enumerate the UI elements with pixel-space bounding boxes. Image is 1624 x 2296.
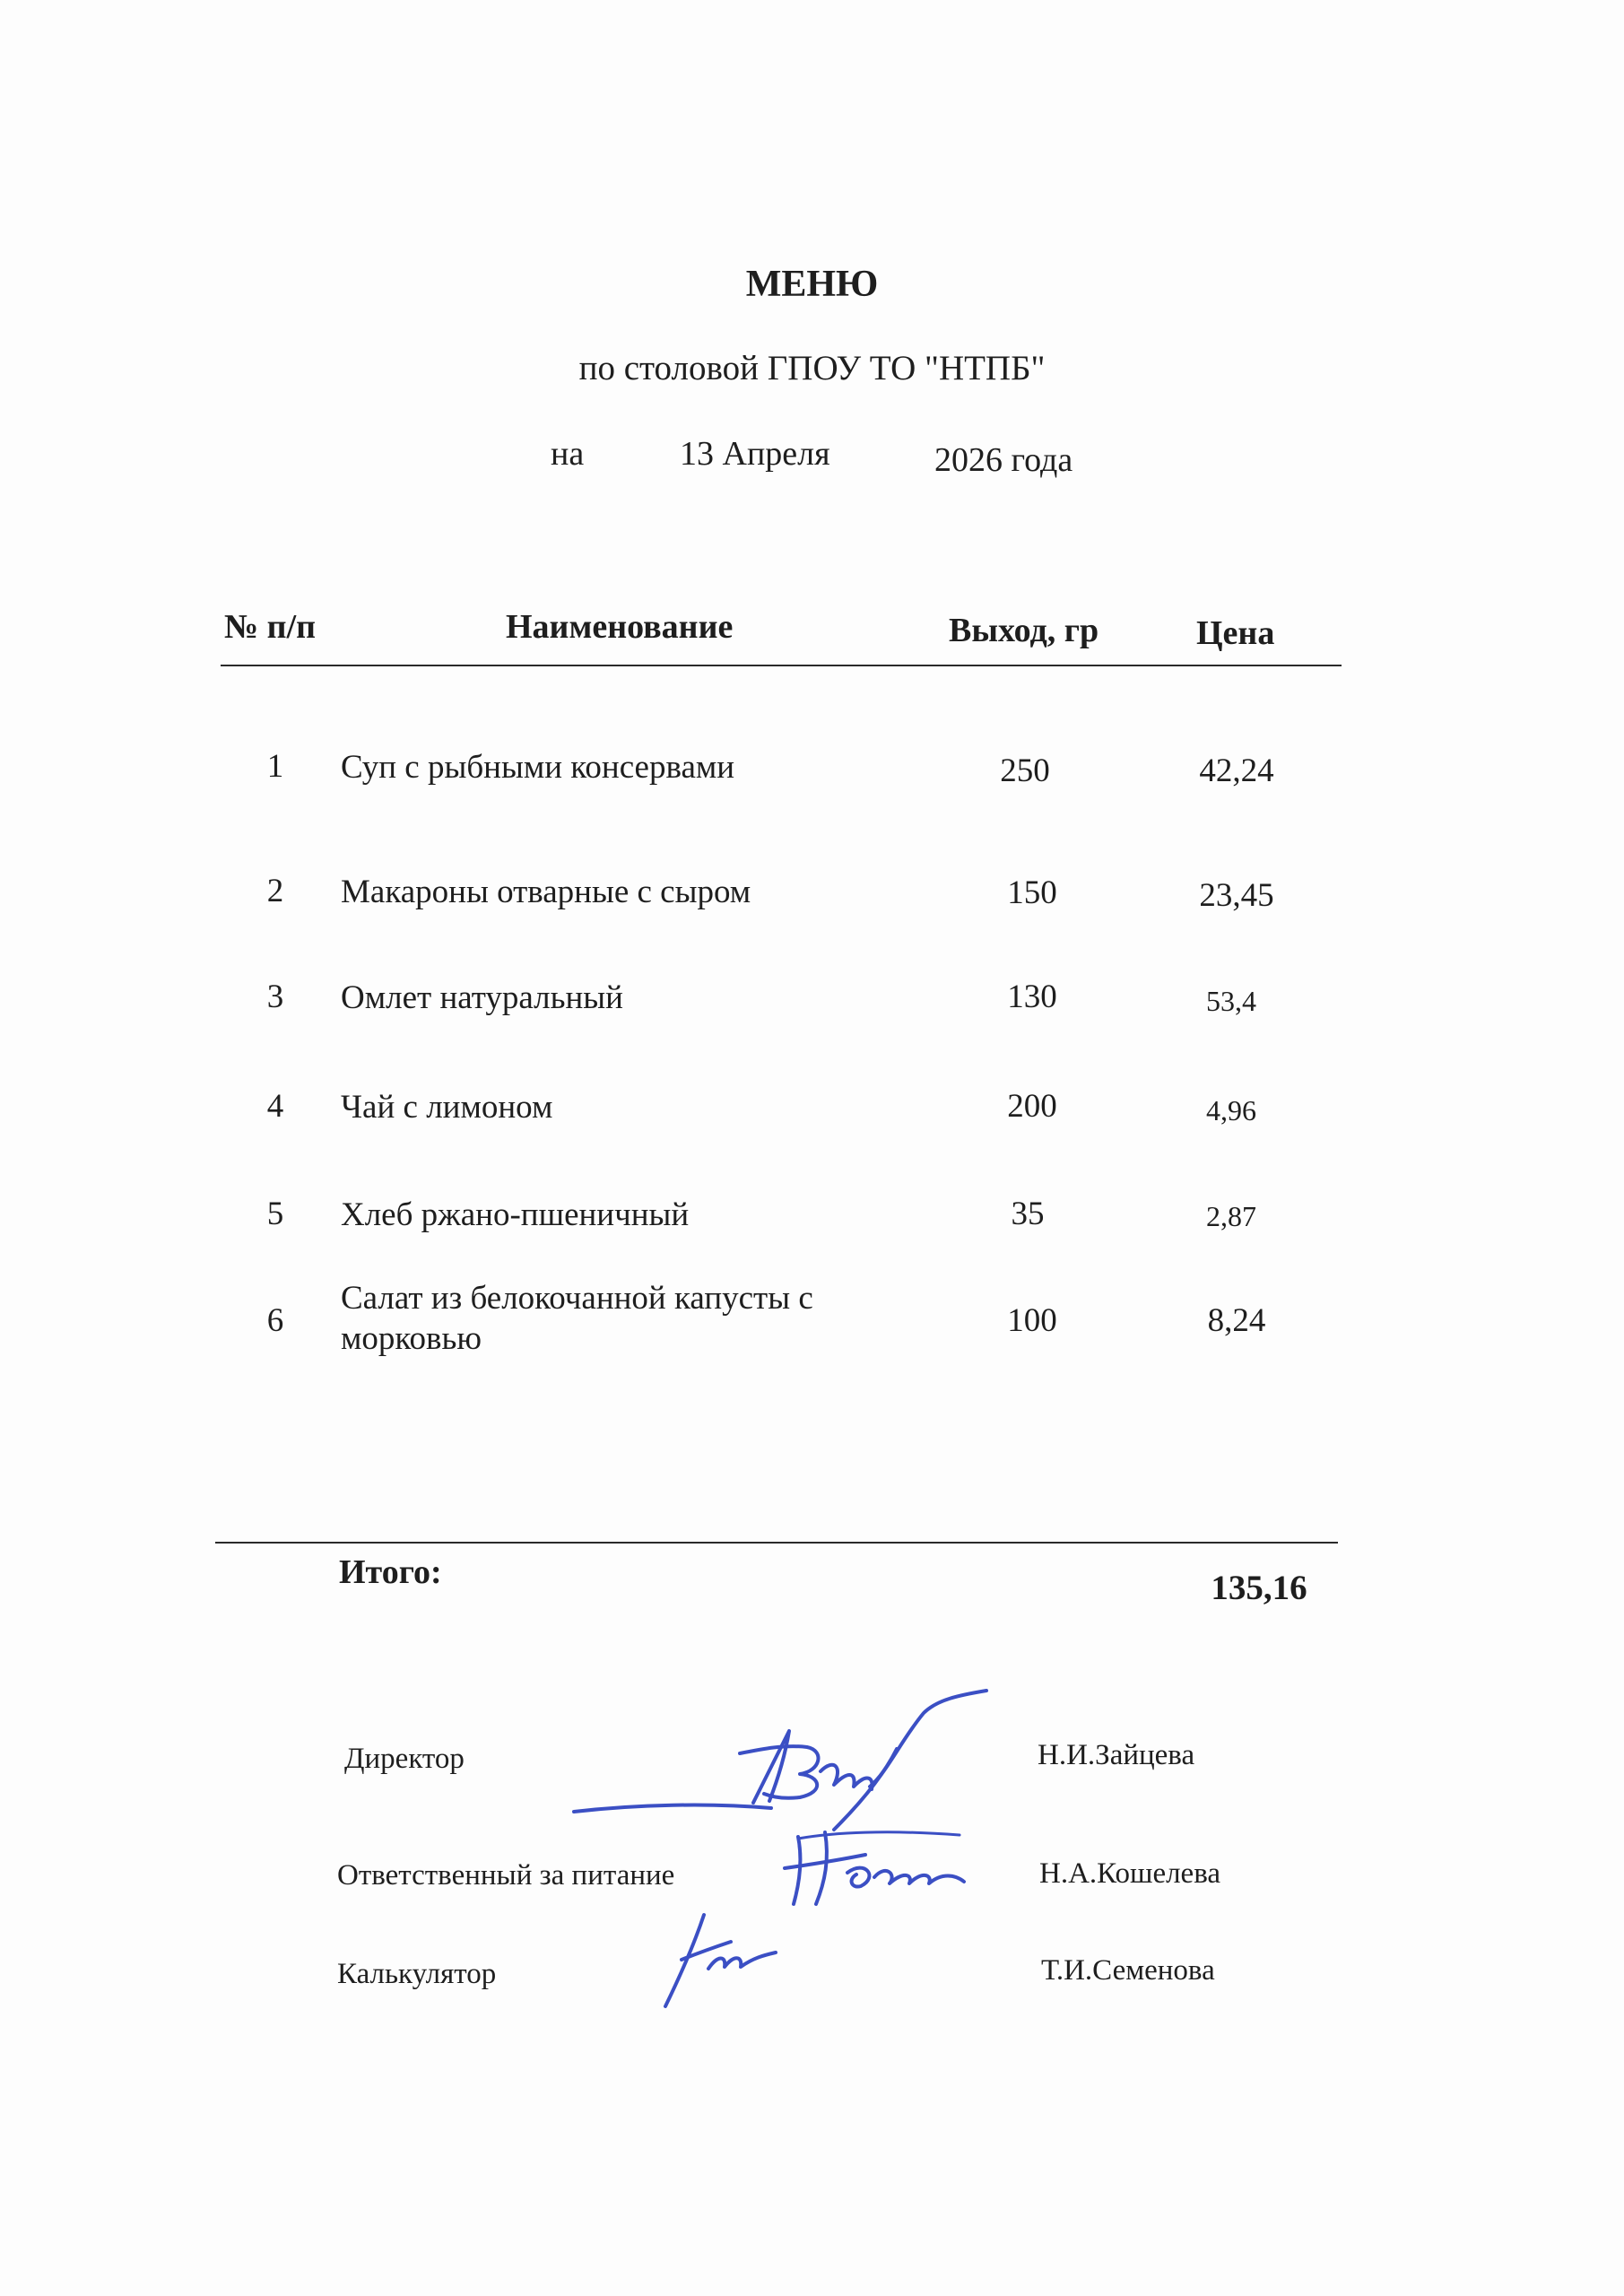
date-day: 13 Апреля — [680, 435, 830, 473]
nutrition-signature-drawing — [780, 1819, 977, 1918]
header-divider — [221, 665, 1342, 666]
row-5-yield: 35 — [1011, 1196, 1045, 1232]
date-prefix: на — [551, 435, 585, 473]
column-header-yield: Выход, гр — [949, 612, 1099, 649]
row-1-price: 42,24 — [1199, 752, 1274, 789]
signature-name-nutrition: Н.А.Кошелева — [1039, 1857, 1220, 1890]
row-1-name: Суп с рыбными консервами — [341, 749, 735, 786]
row-2-yield: 150 — [1007, 874, 1057, 911]
row-2-price: 23,45 — [1199, 877, 1274, 914]
row-5-number: 5 — [266, 1196, 284, 1232]
column-header-name: Наименование — [506, 608, 734, 646]
row-3-price: 53,4 — [1206, 985, 1256, 1017]
row-2-name: Макароны отварные с сыром — [341, 874, 751, 910]
row-3-number: 3 — [266, 978, 284, 1015]
row-5-name: Хлеб ржано-пшеничный — [341, 1196, 690, 1233]
signature-role-calculator: Калькулятор — [337, 1958, 497, 1990]
row-4-yield: 200 — [1007, 1088, 1057, 1125]
calculator-signature-drawing — [655, 1906, 780, 2013]
row-1-number: 1 — [266, 748, 284, 785]
date-year: 2026 года — [934, 441, 1073, 479]
column-header-price: Цена — [1196, 614, 1275, 652]
row-6-yield: 100 — [1007, 1302, 1057, 1339]
row-3-yield: 130 — [1007, 978, 1057, 1015]
signature-name-calculator: Т.И.Семенова — [1041, 1954, 1215, 1987]
row-5-price: 2,87 — [1206, 1200, 1256, 1232]
total-label: Итого: — [339, 1553, 442, 1591]
total-divider — [215, 1542, 1338, 1544]
row-4-number: 4 — [266, 1088, 284, 1125]
row-6-number: 6 — [266, 1302, 284, 1339]
document-subtitle: по столовой ГПОУ ТО "НТПБ" — [578, 349, 1046, 387]
row-4-name: Чай с лимоном — [341, 1089, 553, 1126]
row-2-number: 2 — [266, 873, 284, 909]
signature-role-director: Директор — [344, 1743, 465, 1775]
total-value: 135,16 — [1211, 1569, 1307, 1607]
document-title: МЕНЮ — [745, 264, 879, 305]
row-1-yield: 250 — [1000, 752, 1050, 789]
signature-role-nutrition: Ответственный за питание — [337, 1859, 675, 1892]
column-header-number: № п/п — [224, 608, 317, 646]
signature-name-director: Н.И.Зайцева — [1038, 1739, 1195, 1771]
row-6-name: Салат из белокочанной капусты с морковью — [341, 1280, 813, 1358]
row-6-price: 8,24 — [1207, 1302, 1266, 1339]
row-4-price: 4,96 — [1206, 1094, 1256, 1126]
row-3-name: Омлет натуральный — [341, 979, 623, 1016]
